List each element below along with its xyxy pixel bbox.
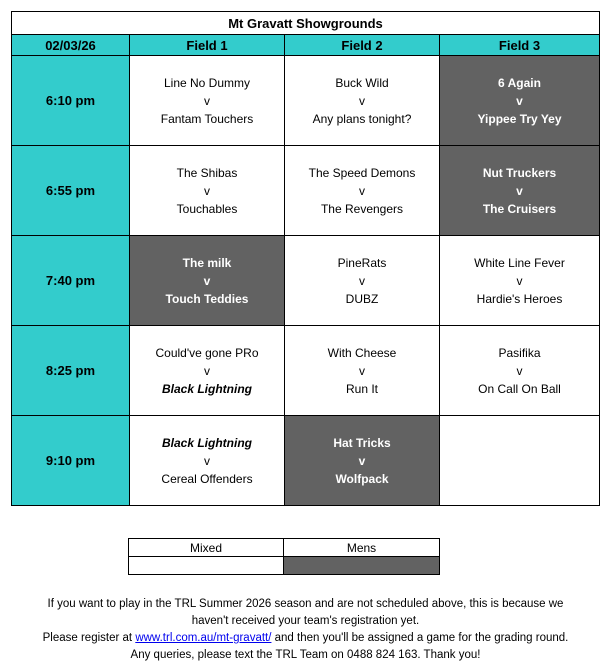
schedule-table [11, 11, 600, 506]
time-slot: 6:10 pm [12, 56, 130, 146]
time-slot-row [12, 236, 600, 326]
away-team: Touch Teddies [165, 291, 249, 306]
home-team: 6 Again [498, 75, 541, 90]
away-team: On Call On Ball [478, 381, 561, 396]
time-slot-row [12, 326, 600, 416]
versus-label: v [516, 363, 523, 378]
game-cell [130, 56, 285, 146]
game-cell-mens [285, 416, 440, 506]
legend-mens-swatch [284, 557, 440, 575]
versus-label: v [516, 93, 523, 108]
away-team: Wolfpack [335, 471, 389, 486]
legend-mixed-swatch [129, 557, 284, 575]
away-team: Run It [345, 381, 378, 396]
versus-label: v [516, 183, 523, 198]
home-team: Nut Truckers [482, 165, 557, 180]
home-team: The Shibas [176, 165, 238, 180]
game-cell [440, 326, 600, 416]
time-slot-row [12, 56, 600, 146]
versus-label: v [204, 363, 210, 378]
versus-label: v [203, 273, 211, 288]
versus-label: v [359, 273, 365, 288]
game-cell [285, 56, 440, 146]
venue-title: Mt Gravatt Showgrounds [12, 12, 600, 35]
header-row [12, 35, 600, 56]
home-team: White Line Fever [474, 255, 565, 270]
time-slot-row [12, 416, 600, 506]
home-team: Hat Tricks [333, 435, 391, 450]
empty-game-cell [440, 416, 600, 506]
footer-line [0, 630, 611, 647]
home-team: Line No Dummy [163, 75, 251, 90]
game-cell [285, 326, 440, 416]
game-cell-mens [440, 146, 600, 236]
away-team: Yippee Try Yey [477, 111, 562, 126]
registration-link[interactable]: www.trl.com.au/mt-gravatt/ [135, 632, 272, 644]
title-row [12, 12, 600, 35]
home-team: The milk [182, 255, 232, 270]
away-team: Touchables [176, 201, 238, 216]
footer-line: haven't received your team's registration yet. [191, 615, 420, 627]
home-team: Pasifika [498, 345, 541, 360]
legend-label-row [129, 539, 440, 557]
footer-text: Please register at [42, 632, 136, 644]
footer-text: and then you'll be assigned a game for the grading round. [271, 632, 569, 644]
versus-label: v [358, 453, 366, 468]
field-1-header: Field 1 [130, 35, 285, 56]
away-team: Hardie's Heroes [476, 291, 563, 306]
versus-label: v [204, 93, 210, 108]
versus-label: v [359, 363, 365, 378]
home-team: Could've gone PRo [155, 345, 259, 360]
legend-mixed-label: Mixed [129, 539, 284, 557]
versus-label: v [204, 453, 210, 468]
time-slot-row [12, 146, 600, 236]
time-slot: 6:55 pm [12, 146, 130, 236]
legend-mens-label: Mens [284, 539, 440, 557]
game-cell-mens [130, 236, 285, 326]
game-cell [130, 326, 285, 416]
away-team: The Cruisers [482, 201, 557, 216]
game-cell-mens [440, 56, 600, 146]
time-slot: 8:25 pm [12, 326, 130, 416]
away-team: DUBZ [345, 291, 379, 306]
footer-line: If you want to play in the TRL Summer 2026 season and are not scheduled above, this is because we [47, 598, 564, 610]
game-cell [130, 146, 285, 236]
time-slot: 7:40 pm [12, 236, 130, 326]
away-team: Black Lightning [162, 381, 252, 396]
away-team: The Revengers [320, 201, 404, 216]
footer-line: Any queries, please text the TRL Team on 0488 824 163. Thank you! [130, 649, 481, 661]
home-team: The Speed Demons [308, 165, 416, 180]
away-team: Cereal Offenders [161, 471, 253, 486]
game-cell [130, 416, 285, 506]
versus-label: v [516, 273, 523, 288]
game-cell [440, 236, 600, 326]
versus-label: v [359, 183, 365, 198]
game-cell [285, 236, 440, 326]
date-header: 02/03/26 [12, 35, 130, 56]
versus-label: v [359, 93, 365, 108]
game-cell [285, 146, 440, 236]
versus-label: v [204, 183, 210, 198]
time-slot: 9:10 pm [12, 416, 130, 506]
field-3-header: Field 3 [440, 35, 600, 56]
division-legend [128, 538, 440, 575]
home-team: PineRats [337, 255, 387, 270]
field-2-header: Field 2 [285, 35, 440, 56]
home-team: Black Lightning [162, 435, 252, 450]
footer-notice [0, 596, 611, 664]
home-team: Buck Wild [335, 75, 389, 90]
away-team: Any plans tonight? [312, 111, 412, 126]
home-team: With Cheese [327, 345, 397, 360]
legend-swatch-row [129, 557, 440, 575]
away-team: Fantam Touchers [160, 111, 254, 126]
